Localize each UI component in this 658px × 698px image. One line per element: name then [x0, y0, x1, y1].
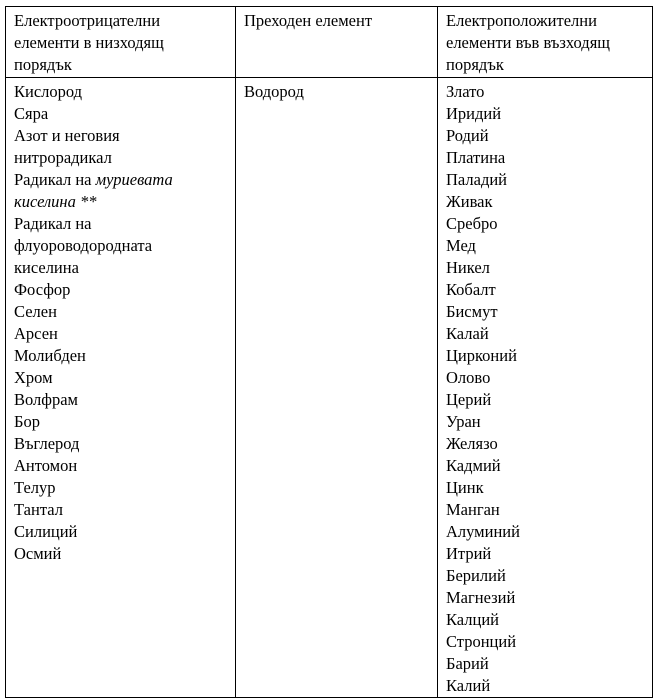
header-line: елементи в низходящ: [14, 33, 164, 52]
list-item: Платина: [446, 148, 506, 167]
list-item: Кадмий: [446, 456, 501, 475]
list-item: Фосфор: [14, 280, 71, 299]
electronegative-list: [6, 78, 236, 698]
header-line: Преходен елемент: [244, 11, 373, 30]
list-item: Мед: [446, 236, 476, 255]
list-item: Никел: [446, 258, 490, 277]
list-item: Волфрам: [14, 390, 78, 409]
list-item-radical: [14, 169, 227, 191]
list-item: Олово: [446, 368, 491, 387]
list-item: Живак: [446, 192, 493, 211]
list-item: Сяра: [14, 104, 49, 123]
list-item: Осмий: [14, 544, 62, 563]
list-item: Калий: [446, 676, 491, 695]
header-row: [6, 7, 653, 78]
list-item: Силиций: [14, 522, 78, 541]
body-row: [6, 78, 653, 698]
list-item: Тантал: [14, 500, 63, 519]
list-item: Родий: [446, 126, 489, 145]
list-item: Хром: [14, 368, 53, 387]
list-item: Телур: [14, 478, 56, 497]
list-item: Бисмут: [446, 302, 498, 321]
list-item: Иридий: [446, 104, 502, 123]
list-item: Паладий: [446, 170, 507, 189]
list-item-radical-line2: [14, 191, 227, 213]
list-item: Уран: [446, 412, 481, 431]
header-electropositive: [438, 7, 653, 78]
list-item: Сребро: [446, 214, 498, 233]
header-electronegative: [6, 7, 236, 78]
list-item: Барий: [446, 654, 489, 673]
radical-prefix: Радикал на: [14, 170, 96, 189]
list-item: Арсен: [14, 324, 58, 343]
list-item: Берилий: [446, 566, 506, 585]
footnote-mark: **: [80, 192, 97, 211]
header-line: порядък: [446, 55, 504, 74]
list-item: Бор: [14, 412, 40, 431]
list-item: киселина: [14, 258, 79, 277]
list-item: Молибден: [14, 346, 86, 365]
list-item: Магнезий: [446, 588, 516, 607]
radical-italic-line2: киселина: [14, 192, 76, 211]
list-item: Радикал на: [14, 214, 92, 233]
header-line: Електроотрицателни: [14, 11, 161, 30]
list-item: Злато: [446, 82, 485, 101]
list-item: флуороводородната: [14, 236, 153, 255]
list-item: Желязо: [446, 434, 498, 453]
list-item: Антомон: [14, 456, 78, 475]
list-item: Алуминий: [446, 522, 520, 541]
electrochemical-series-table: [5, 6, 653, 698]
header-line: елементи във възходящ: [446, 33, 610, 52]
list-item: нитрорадикал: [14, 148, 112, 167]
header-line: порядък: [14, 55, 72, 74]
list-item: Калций: [446, 610, 499, 629]
list-item: Въглерод: [14, 434, 80, 453]
list-item: Стронций: [446, 632, 517, 651]
list-item: Азот и неговия: [14, 126, 120, 145]
list-item: Калай: [446, 324, 489, 343]
list-item: Водород: [244, 82, 304, 101]
list-item: Селен: [14, 302, 57, 321]
list-item: Цирконий: [446, 346, 517, 365]
radical-italic: муриевата: [95, 170, 173, 189]
list-item: Церий: [446, 390, 492, 409]
header-transition: [236, 7, 438, 78]
transition-list: [236, 78, 438, 698]
list-item: Манган: [446, 500, 500, 519]
header-line: Електроположителни: [446, 11, 597, 30]
list-item: Цинк: [446, 478, 484, 497]
electropositive-list: [438, 78, 653, 698]
list-item: Итрий: [446, 544, 492, 563]
list-item: Кислород: [14, 82, 83, 101]
list-item: Кобалт: [446, 280, 496, 299]
